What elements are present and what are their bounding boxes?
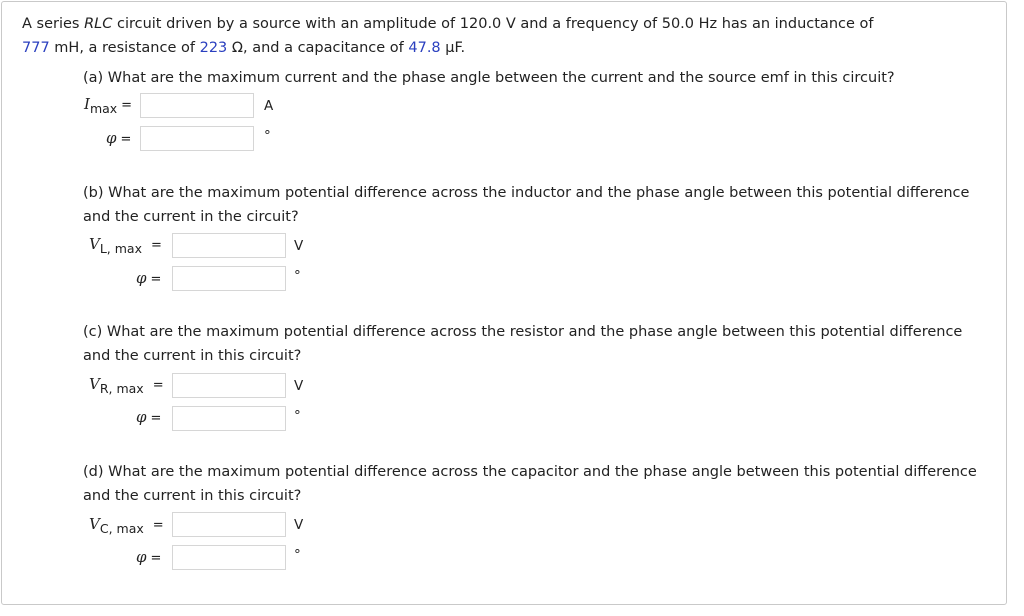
inductor-voltage-label: $V_{L, max}$ = (89, 235, 162, 256)
question-c: (c) What are the maximum potential difference across the resistor and the phase angle between this potential difference and the current in this circuit? (83, 324, 963, 364)
current-unit: A (264, 98, 274, 114)
intro-text: μF. (440, 40, 466, 56)
max-current-input[interactable] (140, 93, 254, 118)
resistor-voltage-label: $V_{R, max}$ = (89, 375, 164, 396)
phase-angle-label-c: φ = (136, 408, 162, 426)
capacitor-voltage-label: $V_{C, max}$ = (89, 515, 164, 536)
question-b: (b) What are the maximum potential difference across the inductor and the phase angle between this potential difference and the current in the circuit? (83, 185, 970, 225)
degree-unit-b: ° (294, 268, 301, 284)
question-d: (d) What are the maximum potential difference across the capacitor and the phase angle between this potential difference and the current in this circuit? (83, 464, 977, 504)
resistor-voltage-input[interactable] (172, 373, 286, 398)
voltage-unit-d: V (294, 517, 304, 533)
voltage-unit-c: V (294, 378, 304, 394)
inductor-voltage-input[interactable] (172, 233, 286, 258)
degree-unit-d: ° (294, 547, 301, 563)
phase-angle-input-d[interactable] (172, 545, 286, 570)
resistance-value: 223 (199, 40, 228, 56)
phase-angle-input-a[interactable] (140, 126, 254, 151)
phase-angle-label-b: φ = (136, 269, 162, 287)
intro-text: A series (22, 16, 85, 32)
intro-text: circuit driven by a source with an amplitude of 120.0 V and a frequency of 50.0 Hz has an inductance of (112, 16, 874, 32)
inductance-value: 777 (22, 40, 50, 56)
capacitor-voltage-input[interactable] (172, 512, 286, 537)
question-card (1, 1, 1007, 605)
phase-angle-label-a: φ = (106, 129, 132, 147)
phase-angle-input-b[interactable] (172, 266, 286, 291)
intro-text: Ω, and a capacitance of (227, 40, 409, 56)
phase-angle-input-c[interactable] (172, 406, 286, 431)
question-a: (a) What are the maximum current and the phase angle between the current and the source emf in this circuit? (83, 70, 895, 86)
max-current-label: $I_{max}$ = (84, 95, 133, 116)
degree-unit-c: ° (294, 408, 301, 424)
intro-text: mH, a resistance of (49, 40, 200, 56)
problem-statement (22, 12, 1002, 60)
rlc-term: RLC (84, 16, 113, 32)
voltage-unit-b: V (294, 238, 304, 254)
degree-unit-a: ° (264, 128, 271, 144)
phase-angle-label-d: φ = (136, 548, 162, 566)
capacitance-value: 47.8 (408, 40, 441, 56)
